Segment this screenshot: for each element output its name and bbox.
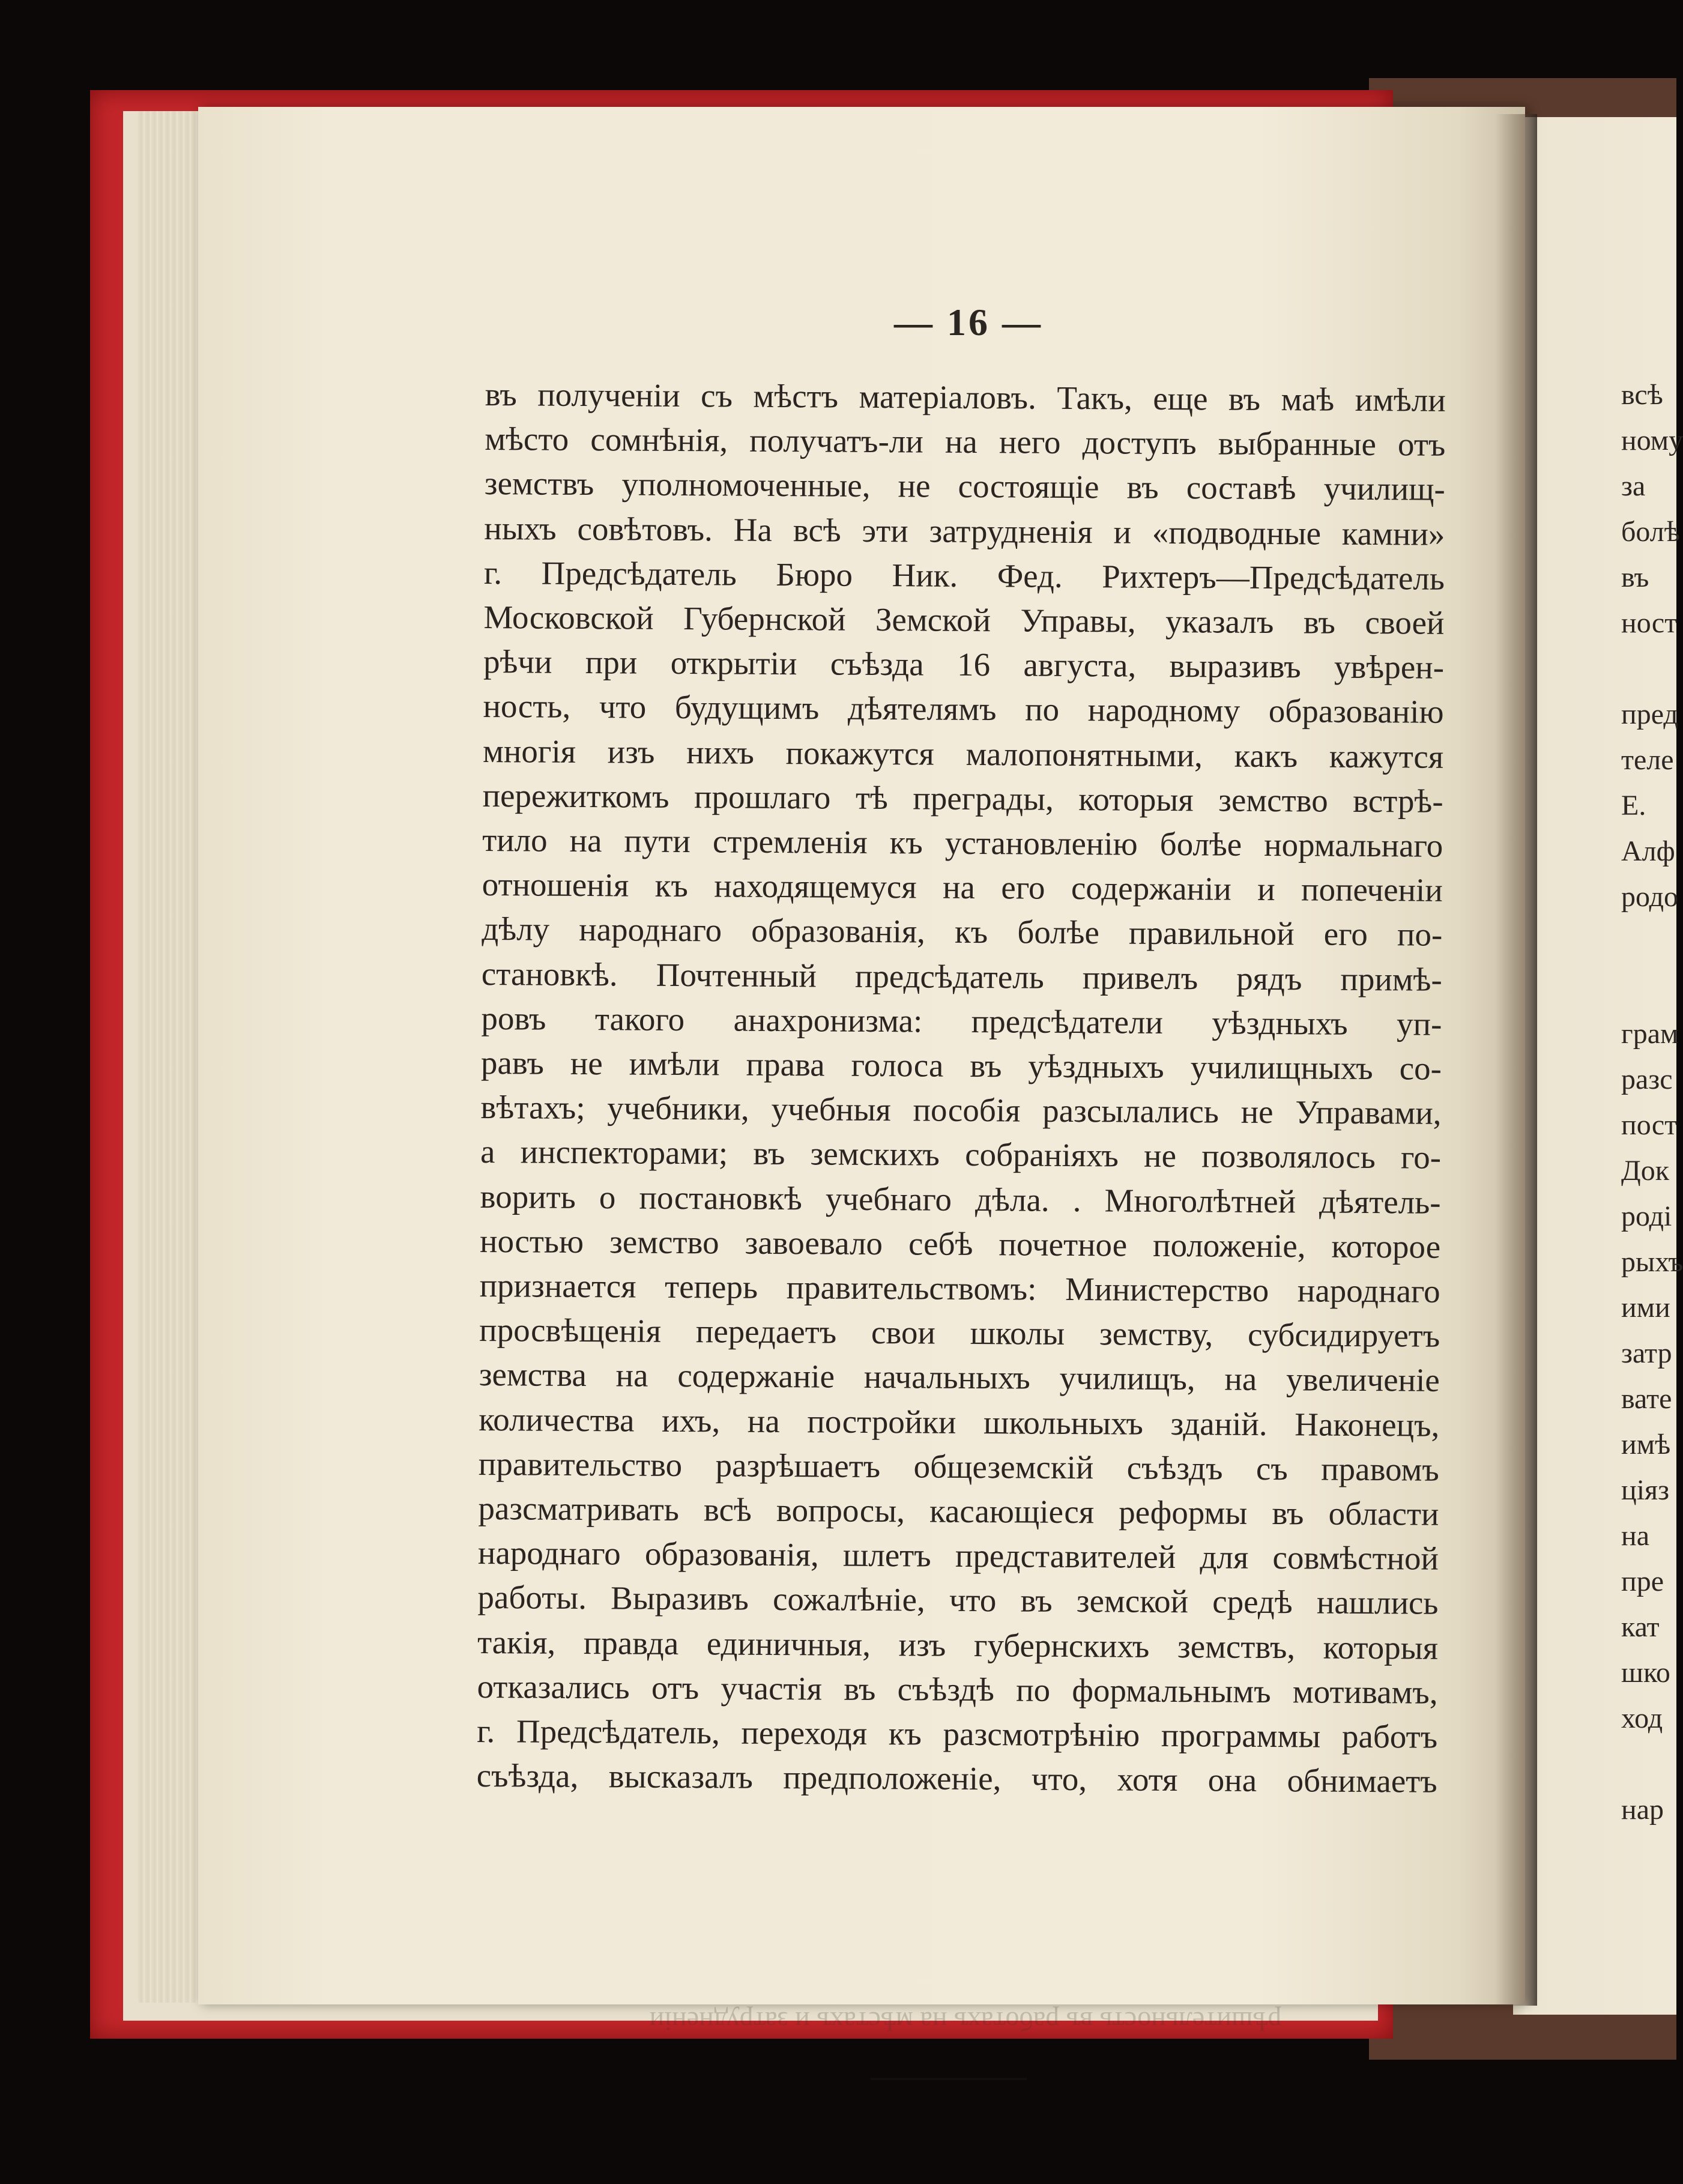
text-line: рѣчи при открытіи съѣзда 16 августа, выразивъ увѣрен- bbox=[483, 643, 1445, 686]
text-line: ностью земство завоевало себѣ почетное положеніе, которое bbox=[479, 1222, 1441, 1265]
text-line: тило на пути стремленія къ установленію болѣе нормальнаго bbox=[482, 821, 1443, 864]
right-page-fragment: нар bbox=[1621, 1794, 1664, 1826]
right-page-fragment: Алф bbox=[1621, 835, 1675, 867]
text-line: дѣлу народнаго образованія, къ болѣе правильной его по- bbox=[482, 910, 1443, 954]
text-line: г. Предсѣдатель Бюро Ник. Фед. Рихтеръ—Предсѣдатель bbox=[483, 554, 1445, 597]
right-page-fragment: всѣ bbox=[1621, 379, 1663, 411]
text-line: Московской Губернской Земской Управы, указалъ въ своей bbox=[483, 599, 1445, 641]
text-line: ровъ такого анахронизма: предсѣдатели уѣздныхъ уп- bbox=[481, 999, 1442, 1042]
text-line: разсматривать всѣ вопросы, касающіеся реформы въ области bbox=[478, 1490, 1439, 1532]
right-page-fragment: теле bbox=[1621, 744, 1674, 776]
right-page-fragment: на bbox=[1621, 1520, 1649, 1552]
right-page-fragment: роді bbox=[1621, 1200, 1672, 1232]
text-line: такія, правда единичныя, изъ губернскихъ земствъ, которыя bbox=[477, 1623, 1439, 1666]
text-line: земства на содержаніе начальныхъ училищъ, на увеличеніе bbox=[479, 1356, 1440, 1399]
text-line: количества ихъ, на постройки школьныхъ зданій. Наконецъ, bbox=[479, 1400, 1440, 1444]
text-line: въ полученіи съ мѣстъ матеріаловъ. Такъ, еще въ маѣ имѣли bbox=[485, 375, 1446, 419]
right-page-text-fragments bbox=[1621, 372, 1683, 1833]
text-line: земствъ уполномоченные, не состоящіе въ составѣ училищ- bbox=[484, 465, 1446, 508]
right-page-fragment: затр bbox=[1621, 1337, 1672, 1369]
right-page-fragment: рыхъ bbox=[1621, 1246, 1683, 1278]
text-line: а инспекторами; въ земскихъ собраніяхъ не позволялось го- bbox=[480, 1133, 1442, 1176]
text-line: многія изъ нихъ покажутся малопонятными, какъ кажутся bbox=[482, 732, 1444, 775]
bleed-through-rule bbox=[871, 2078, 1027, 2080]
right-page-fragment: грам bbox=[1621, 1018, 1679, 1050]
right-page-fragment: шко bbox=[1621, 1657, 1670, 1689]
bleed-through-text: рѣшительность въ работахъ на мѣстахъ и затрудненіи bbox=[649, 2006, 1282, 2037]
right-page-fragment: родо bbox=[1621, 881, 1679, 913]
text-line: становкѣ. Почтенный предсѣдатель привелъ рядъ примѣ- bbox=[481, 955, 1443, 998]
right-page-fragment: вате bbox=[1621, 1383, 1672, 1415]
book-gutter-shadow bbox=[1495, 114, 1537, 2006]
right-page-fragment: имѣ bbox=[1621, 1429, 1671, 1460]
right-page-fragment: ност bbox=[1621, 607, 1678, 639]
text-line: просвѣщенія передаетъ свои школы земству, субсидируетъ bbox=[479, 1311, 1440, 1355]
right-page-fragment: кат bbox=[1621, 1611, 1660, 1643]
right-page-fragment: за bbox=[1621, 470, 1646, 502]
text-line: равъ не имѣли права голоса въ уѣздныхъ училищныхъ со- bbox=[480, 1044, 1442, 1087]
right-page-fragment: ими bbox=[1621, 1292, 1670, 1323]
text-line: народнаго образованія, шлетъ представителей для совмѣстной bbox=[477, 1534, 1439, 1578]
right-page-fragment: въ bbox=[1621, 561, 1649, 593]
text-line: отношенія къ находящемуся на его содержаніи и попеченіи bbox=[482, 866, 1443, 909]
text-line: мѣсто сомнѣнія, получатъ-ли на него доступъ выбранные отъ bbox=[485, 420, 1446, 463]
text-line: съѣзда, высказалъ предположеніе, что, хотя она обнимаетъ bbox=[476, 1757, 1437, 1800]
text-line: ныхъ совѣтовъ. На всѣ эти затрудненія и «подводные камни» bbox=[484, 509, 1445, 552]
right-page-fragment: пред bbox=[1621, 698, 1678, 730]
page-number: — 16 — bbox=[894, 301, 1043, 343]
text-line: работы. Выразивъ сожалѣніе, что въ земской средѣ нашлись bbox=[477, 1579, 1439, 1622]
right-page-fragment: Е. bbox=[1621, 790, 1646, 821]
right-page-fragment: разс bbox=[1621, 1063, 1673, 1095]
right-page-fragment: пост bbox=[1621, 1109, 1678, 1141]
text-line: вѣтахъ; учебники, учебныя пособія разсылались не Управами, bbox=[480, 1089, 1442, 1132]
line-gap bbox=[1621, 920, 1676, 966]
right-page-fragment: Док bbox=[1621, 1155, 1670, 1187]
right-page-fragment: ціяз bbox=[1621, 1474, 1670, 1506]
page-body-text bbox=[476, 372, 1445, 1804]
line-gap bbox=[1621, 646, 1676, 692]
text-line: пережиткомъ прошлаго тѣ преграды, которыя земство встрѣ- bbox=[482, 776, 1443, 820]
text-line: признается теперь правительствомъ: Министерство народнаго bbox=[479, 1267, 1440, 1310]
right-page-fragment: ному bbox=[1621, 425, 1683, 456]
line-gap bbox=[1621, 966, 1676, 1011]
text-line: ворить о постановкѣ учебнаго дѣла. . Многолѣтней дѣятель- bbox=[480, 1178, 1441, 1221]
right-page-fragment: пре bbox=[1621, 1565, 1664, 1597]
text-line: правительство разрѣшаетъ общеземскій съѣздъ съ правомъ bbox=[478, 1445, 1440, 1488]
right-page-fragment: ход bbox=[1621, 1702, 1663, 1734]
right-page-fragment: болѣ bbox=[1621, 516, 1680, 548]
line-gap bbox=[1621, 1741, 1676, 1787]
text-line: г. Предсѣдатель, переходя къ разсмотрѣнію программы работъ bbox=[476, 1713, 1438, 1755]
text-line: отказались отъ участія въ съѣздѣ по формальнымъ мотивамъ, bbox=[477, 1668, 1438, 1711]
text-line: ность, что будущимъ дѣятелямъ по народному образованію bbox=[483, 688, 1444, 731]
